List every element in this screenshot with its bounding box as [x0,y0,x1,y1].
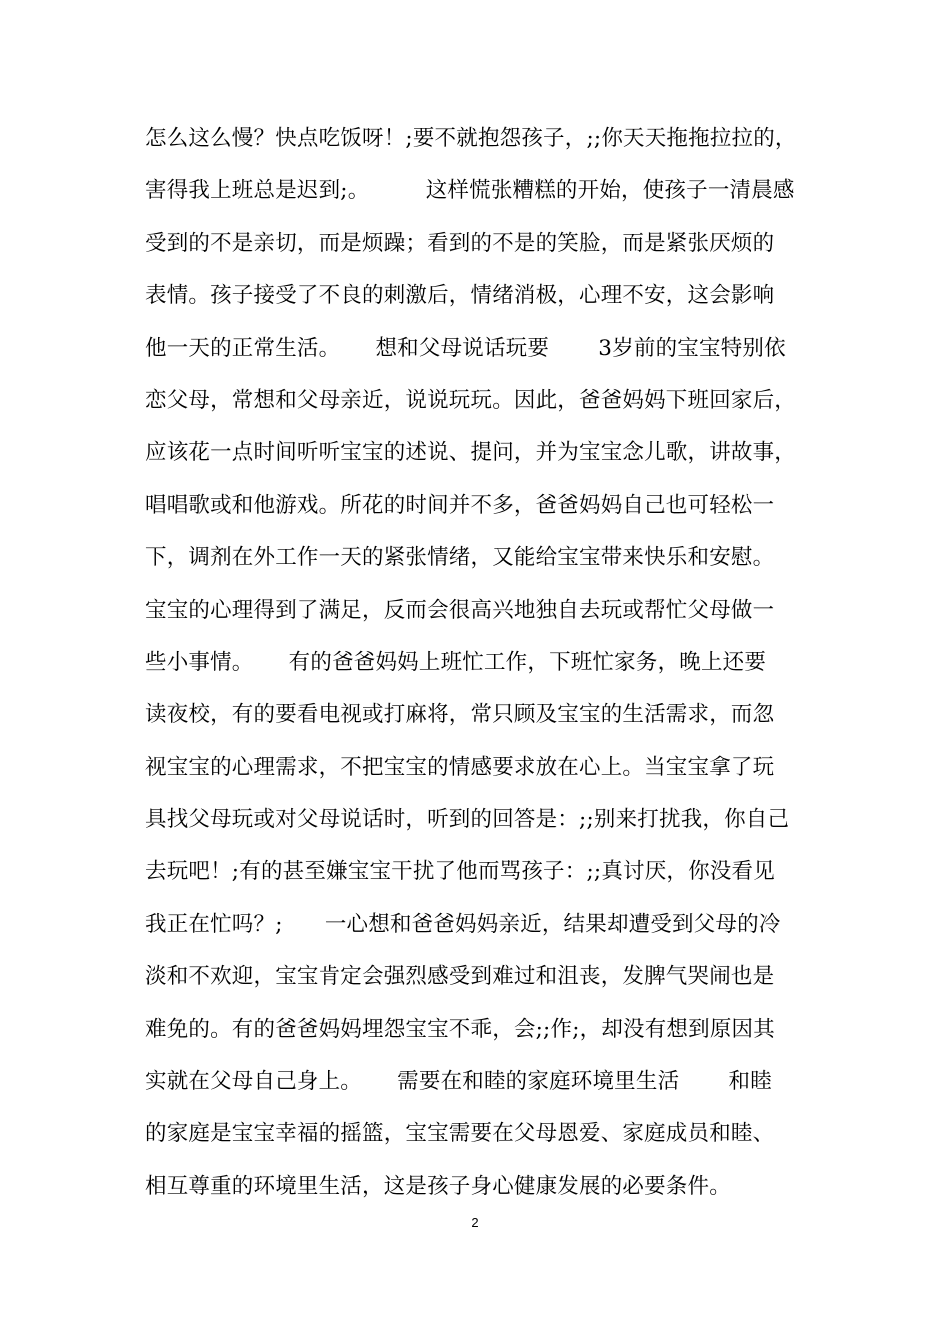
text-line: 淡和不欢迎，宝宝肯定会强烈感受到难过和沮丧，发脾气哭闹也是 [145,964,775,990]
text-line: 我正在忙吗？; 一心想和爸爸妈妈亲近，结果却遭受到父母的冷 [145,911,781,937]
text-line: 宝宝的心理得到了满足，反而会很高兴地独自去玩或帮忙父母做一 [145,597,775,623]
text-line: 受到的不是亲切，而是烦躁；看到的不是的笑脸，而是紧张厌烦的 [145,230,775,256]
text-line: 下，调剂在外工作一天的紧张情绪，又能给宝宝带来快乐和安慰。 [145,545,775,571]
page-number: 2 [471,1215,479,1230]
text-line: 去玩吧！;有的甚至嫌宝宝干扰了他而骂孩子：;;真讨厌，你没看见 [145,859,775,885]
text-line: 相互尊重的环境里生活，这是孩子身心健康发展的必要条件。 [145,1173,731,1199]
text-line: 视宝宝的心理需求，不把宝宝的情感要求放在心上。当宝宝拿了玩 [145,754,775,780]
text-line: 读夜校，有的要看电视或打麻将，常只顾及宝宝的生活需求，而忽 [145,702,775,728]
text-line: 怎么这么慢？快点吃饭呀！;要不就抱怨孩子，;;你天天拖拖拉拉的， [145,126,797,151]
text-line: 他一天的正常生活。 想和父母说话玩要 3岁前的宝宝特别依 [145,335,786,361]
text-line: 恋父母，常想和父母亲近，说说玩玩。因此，爸爸妈妈下班回家后， [145,387,797,413]
text-line: 难免的。有的爸爸妈妈埋怨宝宝不乖，会;;作;，却没有想到原因其 [145,1016,775,1042]
text-line: 的家庭是宝宝幸福的摇篮，宝宝需要在父母恩爱、家庭成员和睦、 [145,1121,775,1147]
body-text [145,113,835,1213]
text-line: 害得我上班总是迟到;。 这样慌张糟糕的开始，使孩子一清晨感 [145,178,795,204]
text-line: 应该花一点时间听听宝宝的述说、提问，并为宝宝念儿歌，讲故事， [145,440,797,466]
text-line: 些小事情。 有的爸爸妈妈上班忙工作，下班忙家务，晚上还要 [145,649,767,675]
text-line: 唱唱歌或和他游戏。所花的时间并不多，爸爸妈妈自己也可轻松一 [145,492,775,518]
text-line: 表情。孩子接受了不良的刺激后，情绪消极，心理不安，这会影响 [145,283,775,309]
text-line: 实就在父母自己身上。 需要在和睦的家庭环境里生活 和睦 [145,1069,772,1095]
text-line: 具找父母玩或对父母说话时，听到的回答是：;;别来打扰我，你自己 [145,807,790,833]
